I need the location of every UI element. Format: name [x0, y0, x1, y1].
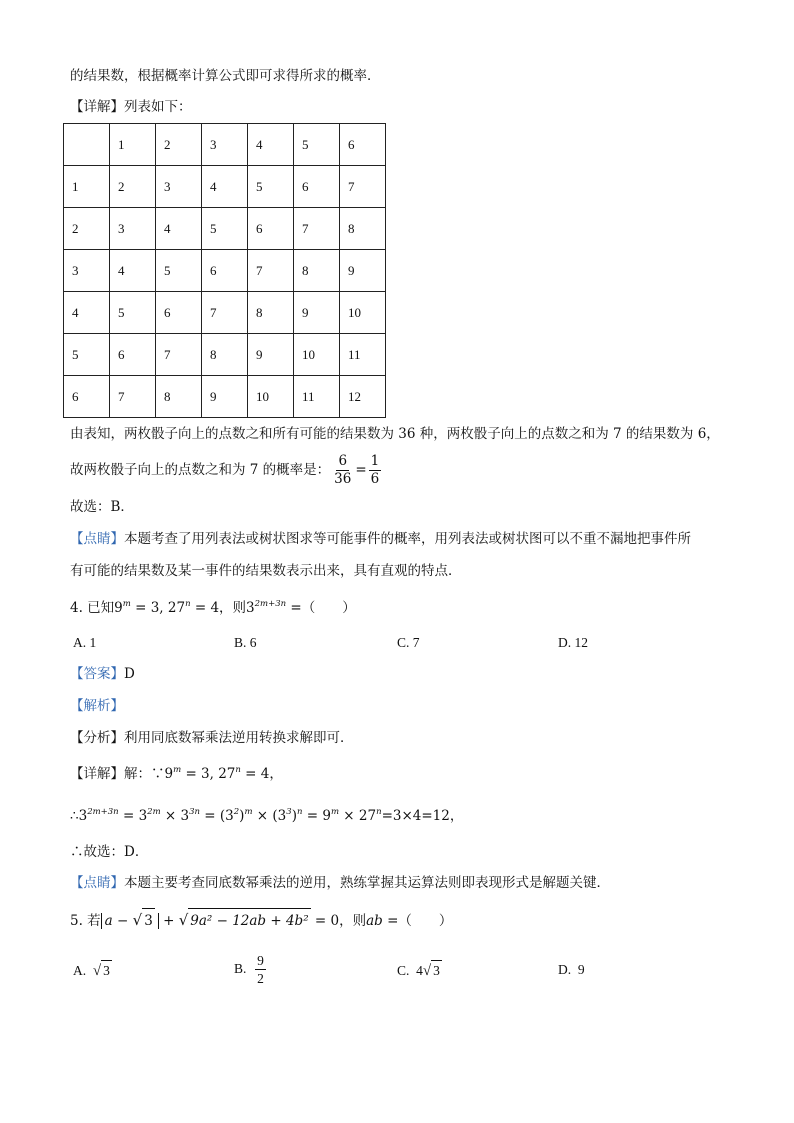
table-cell: 1: [110, 124, 156, 166]
q4-comment-line: [70, 873, 610, 893]
q5-option-a: [73, 960, 112, 981]
table-cell: 7: [110, 376, 156, 418]
step-exp: m: [244, 807, 253, 817]
option-label: C.: [397, 963, 410, 978]
fraction-numerator: 9: [257, 953, 264, 969]
table-cell: 6: [156, 292, 202, 334]
table-cell: 6: [64, 376, 110, 418]
step-base: 3: [78, 808, 88, 824]
table-cell: 9: [248, 334, 294, 376]
equals-zero: = 0: [310, 913, 340, 929]
step-text: = (3: [200, 808, 234, 824]
q4-option-d: D. 12: [558, 635, 588, 650]
q4-fenxi-line: [70, 728, 354, 748]
fraction-denominator: 36: [334, 471, 352, 487]
fraction-denominator: 6: [370, 471, 380, 487]
step-text: =3×4=12: [381, 808, 450, 824]
table-cell: 9: [294, 292, 340, 334]
radical-sign-icon: √: [422, 963, 432, 979]
table-cell: 10: [294, 334, 340, 376]
table-cell: 2: [64, 208, 110, 250]
q5-prefix: 5. 若: [70, 913, 101, 929]
table-cell: 8: [156, 376, 202, 418]
radicand: 3: [142, 908, 155, 933]
q4-analysis-label: 【解析】: [70, 698, 124, 714]
table-row: [64, 292, 386, 334]
table-cell: 8: [248, 292, 294, 334]
option-label: B.: [234, 961, 247, 976]
q4-prefix: 4. 已知: [70, 600, 115, 616]
table-cell: 3: [110, 208, 156, 250]
step-exp: 2m+3n: [87, 807, 119, 817]
table-cell: 6: [340, 124, 386, 166]
table-cell: 10: [248, 376, 294, 418]
step-text: = 9: [302, 808, 331, 824]
option-value: 9: [577, 962, 585, 977]
table-row: [64, 208, 386, 250]
table-cell: 4: [248, 124, 294, 166]
fenxi-label: 【分析】: [70, 730, 124, 746]
prev-choose-line: 故选：B．: [70, 499, 134, 515]
q4-base: 3: [246, 600, 255, 616]
prev-comment-line-1: [70, 529, 691, 549]
prev-comment-line-2: 有可能的结果数及某一事件的结果数表示出来，具有直观的特点．: [70, 563, 462, 579]
step-exp: 2: [233, 807, 240, 817]
table-row: [64, 376, 386, 418]
comment-text: 本题主要考查同底数幂乘法的逆用，熟练掌握其运算法则即表现形式是解题关键．: [124, 875, 610, 891]
table-cell: 8: [340, 208, 386, 250]
step-exp: n: [376, 807, 382, 817]
radicand: 3: [101, 960, 112, 981]
explain-line-1: 由表知，两枚骰子向上的点数之和所有可能的结果数为 36 种，两枚骰子向上的点数之和为 7 的结果数为 6，: [70, 426, 720, 442]
fraction-denominator: 2: [257, 971, 264, 987]
q4-end: ，: [269, 766, 283, 782]
q5-option-d: [558, 960, 585, 980]
detail-label: 【详解】: [70, 766, 124, 782]
table-row: [64, 334, 386, 376]
table-cell: 5: [64, 334, 110, 376]
table-cell: 2: [110, 166, 156, 208]
question-4-stem: [70, 598, 356, 618]
option-label: A.: [73, 963, 87, 978]
table-cell: 5: [110, 292, 156, 334]
q5-then: ，则: [339, 913, 367, 929]
step-text: ): [239, 808, 245, 824]
table-cell: 5: [294, 124, 340, 166]
table-cell: 7: [202, 292, 248, 334]
fraction-numerator: 1: [370, 453, 380, 469]
coefficient: 4: [416, 963, 423, 978]
fraction-6-36: [332, 453, 353, 488]
q4-base: 9: [114, 600, 123, 616]
table-cell: [64, 124, 110, 166]
table-cell: 4: [156, 208, 202, 250]
step-end: ，: [449, 808, 464, 824]
table-cell: 8: [202, 334, 248, 376]
question-5-stem: [70, 908, 452, 933]
radical-sign-icon: √: [178, 911, 189, 929]
plus-sign: +: [158, 913, 179, 929]
table-cell: 11: [294, 376, 340, 418]
q4-choose-line: ∴故选：D．: [70, 844, 149, 860]
q4-answer-line: [70, 664, 135, 684]
table-cell: 5: [248, 166, 294, 208]
table-cell: 4: [110, 250, 156, 292]
dice-sum-table: [63, 123, 386, 418]
table-cell: 10: [340, 292, 386, 334]
fraction-1-6: [369, 453, 382, 488]
q4-option-c: C. 7: [397, 635, 420, 650]
var-ab: ab: [366, 913, 383, 929]
radicand: 3: [431, 960, 442, 981]
prev-detail-line: [70, 97, 192, 117]
table-cell: 5: [156, 250, 202, 292]
table-cell: 3: [156, 166, 202, 208]
step-exp: 3: [286, 807, 292, 817]
q4-mid: = 3, 27: [181, 766, 236, 782]
q4-exp: n: [185, 599, 191, 609]
table-cell: 11: [340, 334, 386, 376]
comment-label: 【点睛】: [70, 875, 124, 891]
detail-label: 【详解】: [70, 99, 124, 115]
table-cell: 3: [64, 250, 110, 292]
explain-text: 故两枚骰子向上的点数之和为 7 的概率是：: [70, 462, 331, 478]
explain-line-2: [70, 452, 383, 488]
equals-sign: =: [355, 462, 367, 478]
q4-exp: n: [235, 765, 241, 775]
table-cell: 6: [202, 250, 248, 292]
fraction-numerator: 6: [338, 453, 348, 469]
q5-option-b: [234, 950, 268, 988]
minus-sign: −: [112, 913, 133, 929]
table-cell: 5: [202, 208, 248, 250]
comment-text: 本题考查了用列表法或树状图求等可能事件的概率，用列表法或树状图可以不重不漏地把事件所: [124, 531, 691, 547]
step-exp: 3n: [189, 807, 200, 817]
table-cell: 7: [294, 208, 340, 250]
q4-exp: m: [173, 765, 182, 775]
q5-tail: =（ ）: [382, 913, 453, 929]
table-cell: 9: [202, 376, 248, 418]
q4-option-b: B. 6: [234, 635, 257, 650]
option-label: D.: [558, 962, 572, 977]
radicand: 9a² − 12ab + 4b²: [188, 908, 310, 933]
q4-exp: 2m+3n: [254, 599, 287, 609]
table-cell: 7: [340, 166, 386, 208]
table-cell: 2: [156, 124, 202, 166]
comment-label: 【点睛】: [70, 531, 124, 547]
table-row: [64, 250, 386, 292]
table-cell: 7: [156, 334, 202, 376]
q4-detail-line: [70, 764, 283, 784]
fraction-9-2: [255, 952, 266, 987]
table-cell: 4: [64, 292, 110, 334]
step-text: × 3: [160, 808, 190, 824]
q4-tail: =（ ）: [286, 600, 356, 616]
table-cell: 7: [248, 250, 294, 292]
step-exp: 2m: [147, 807, 161, 817]
step-text: × (3: [252, 808, 287, 824]
step-exp: m: [330, 807, 339, 817]
table-cell: 6: [110, 334, 156, 376]
table-cell: 9: [340, 250, 386, 292]
q4-option-a: A. 1: [73, 635, 97, 650]
var-a: a: [104, 913, 113, 929]
table-cell: 4: [202, 166, 248, 208]
detail-text: 列表如下：: [124, 99, 192, 115]
table-cell: 3: [202, 124, 248, 166]
q4-then: ，则: [219, 600, 247, 616]
q4-base: 9: [164, 766, 174, 782]
fenxi-text: 利用同底数幂乘法逆用转换求解即可．: [124, 730, 354, 746]
q4-rhs: = 4: [190, 600, 220, 616]
q4-mid: = 3, 27: [130, 600, 186, 616]
step-text: × 27: [339, 808, 377, 824]
step-exp: n: [296, 807, 303, 817]
table-cell: 1: [64, 166, 110, 208]
answer-value: D: [124, 666, 135, 682]
table-cell: 8: [294, 250, 340, 292]
therefore-sign: ∴: [70, 808, 79, 824]
q4-step-line: [70, 806, 463, 826]
q4-exp: m: [122, 599, 131, 609]
table-cell: 6: [294, 166, 340, 208]
q4-rhs: = 4: [240, 766, 270, 782]
table-cell: 6: [248, 208, 294, 250]
table-cell: 12: [340, 376, 386, 418]
q5-option-c: [397, 960, 442, 981]
detail-prefix: 解：∵: [124, 766, 165, 782]
step-text: = 3: [118, 808, 148, 824]
answer-label: 【答案】: [70, 666, 124, 682]
prev-solution-line: 的结果数，根据概率计算公式即可求得所求的概率．: [70, 68, 381, 84]
table-row: [64, 124, 386, 166]
table-row: [64, 166, 386, 208]
radical-sign-icon: √: [92, 963, 102, 979]
absolute-value: [101, 913, 159, 929]
step-text: ): [291, 808, 297, 824]
radical-sign-icon: √: [132, 911, 143, 929]
